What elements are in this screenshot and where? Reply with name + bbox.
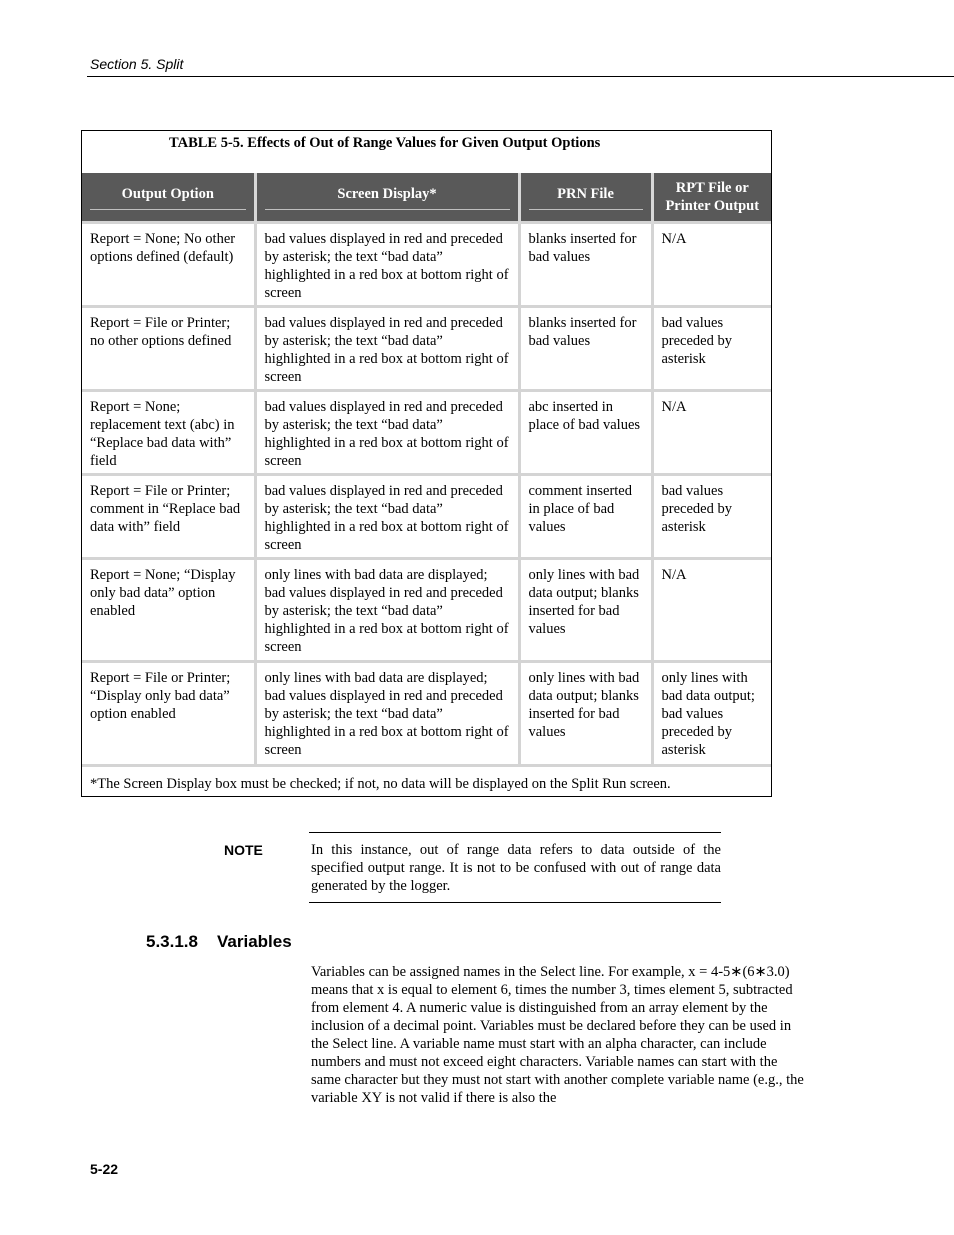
table-row <box>82 559 771 662</box>
table-cell: blanks inserted for bad values <box>519 223 652 307</box>
table-cell: N/A <box>652 391 771 475</box>
effects-table <box>82 173 771 764</box>
table-cell: N/A <box>652 559 771 662</box>
table-cell: Report = File or Printer; no other options defined <box>82 307 255 391</box>
section-heading <box>146 932 292 952</box>
table-cell: only lines with bad data output; blanks inserted for bad values <box>519 559 652 662</box>
table-cell: Report = None; No other options defined (default) <box>82 223 255 307</box>
column-header: Output Option <box>82 173 255 223</box>
table-cell: comment inserted in place of bad values <box>519 475 652 559</box>
table-cell: bad values preceded by asterisk <box>652 475 771 559</box>
variables-paragraph: Variables can be assigned names in the Select line. For example, x = 4-5∗(6∗3.0) means that x is equal to element 6, times the number 3, times element 5, subtracted from element 4. A numeric value is distinguished from an array element by the inclusion of a decimal point. Variables must be declared before they can be used in the Select line. A variable name must start with an alpha character, can include numbers and must not exceed eight characters. Variable names can start with the same character but they must not start with another complete variable name (e.g., the variable XY is not valid if there is also the <box>311 964 804 1106</box>
table-footnote: *The Screen Display box must be checked; if not, no data will be displayed on the Split Run screen. <box>82 764 771 796</box>
running-header: Section 5. Split <box>90 56 184 72</box>
table-cell: abc inserted in place of bad values <box>519 391 652 475</box>
table-cell: only lines with bad data are displayed; bad values displayed in red and preceded by asterisk; the text “bad data” highlighted in a red box at bottom right of screen <box>255 559 519 662</box>
table-row <box>82 662 771 764</box>
table-cell: Report = None; replacement text (abc) in “Replace bad data with” field <box>82 391 255 475</box>
table-cell: only lines with bad data output; blanks inserted for bad values <box>519 662 652 764</box>
page-number: 5-22 <box>90 1161 119 1177</box>
column-header: Screen Display* <box>255 173 519 223</box>
table-cell: bad values preceded by asterisk <box>652 307 771 391</box>
table-header-row <box>82 173 771 223</box>
out-of-range-table <box>81 130 772 797</box>
table-cell: only lines with bad data are displayed; bad values displayed in red and preceded by asterisk; the text “bad data” highlighted in a red box at bottom right of screen <box>255 662 519 764</box>
table-title: TABLE 5-5. Effects of Out of Range Values for Given Output Options <box>169 135 601 151</box>
table-cell: bad values displayed in red and preceded by asterisk; the text “bad data” highlighted in a red box at bottom right of screen <box>255 475 519 559</box>
table-cell: N/A <box>652 223 771 307</box>
header-rule <box>87 76 954 77</box>
table-row <box>82 475 771 559</box>
section-title: Variables <box>217 932 292 951</box>
table-cell: bad values displayed in red and preceded by asterisk; the text “bad data” highlighted in a red box at bottom right of screen <box>255 391 519 475</box>
column-header: PRN File <box>519 173 652 223</box>
table-cell: Report = File or Printer; “Display only bad data” option enabled <box>82 662 255 764</box>
table-cell: bad values displayed in red and preceded by asterisk; the text “bad data” highlighted in a red box at bottom right of screen <box>255 307 519 391</box>
section-number: 5.3.1.8 <box>146 932 198 951</box>
table-cell: Report = None; “Display only bad data” option enabled <box>82 559 255 662</box>
table-row <box>82 223 771 307</box>
table-cell: Report = File or Printer; comment in “Replace bad data with” field <box>82 475 255 559</box>
note-label: NOTE <box>224 842 263 858</box>
note-text: In this instance, out of range data refers to data outside of the specified output range. It is not to be confused with out of range data generated by the logger. <box>309 832 721 903</box>
column-header: RPT File or Printer Output <box>652 173 771 223</box>
table-cell: only lines with bad data output; bad values preceded by asterisk <box>652 662 771 764</box>
table-row <box>82 391 771 475</box>
table-cell: bad values displayed in red and preceded by asterisk; the text “bad data” highlighted in a red box at bottom right of screen <box>255 223 519 307</box>
table-row <box>82 307 771 391</box>
table-cell: blanks inserted for bad values <box>519 307 652 391</box>
